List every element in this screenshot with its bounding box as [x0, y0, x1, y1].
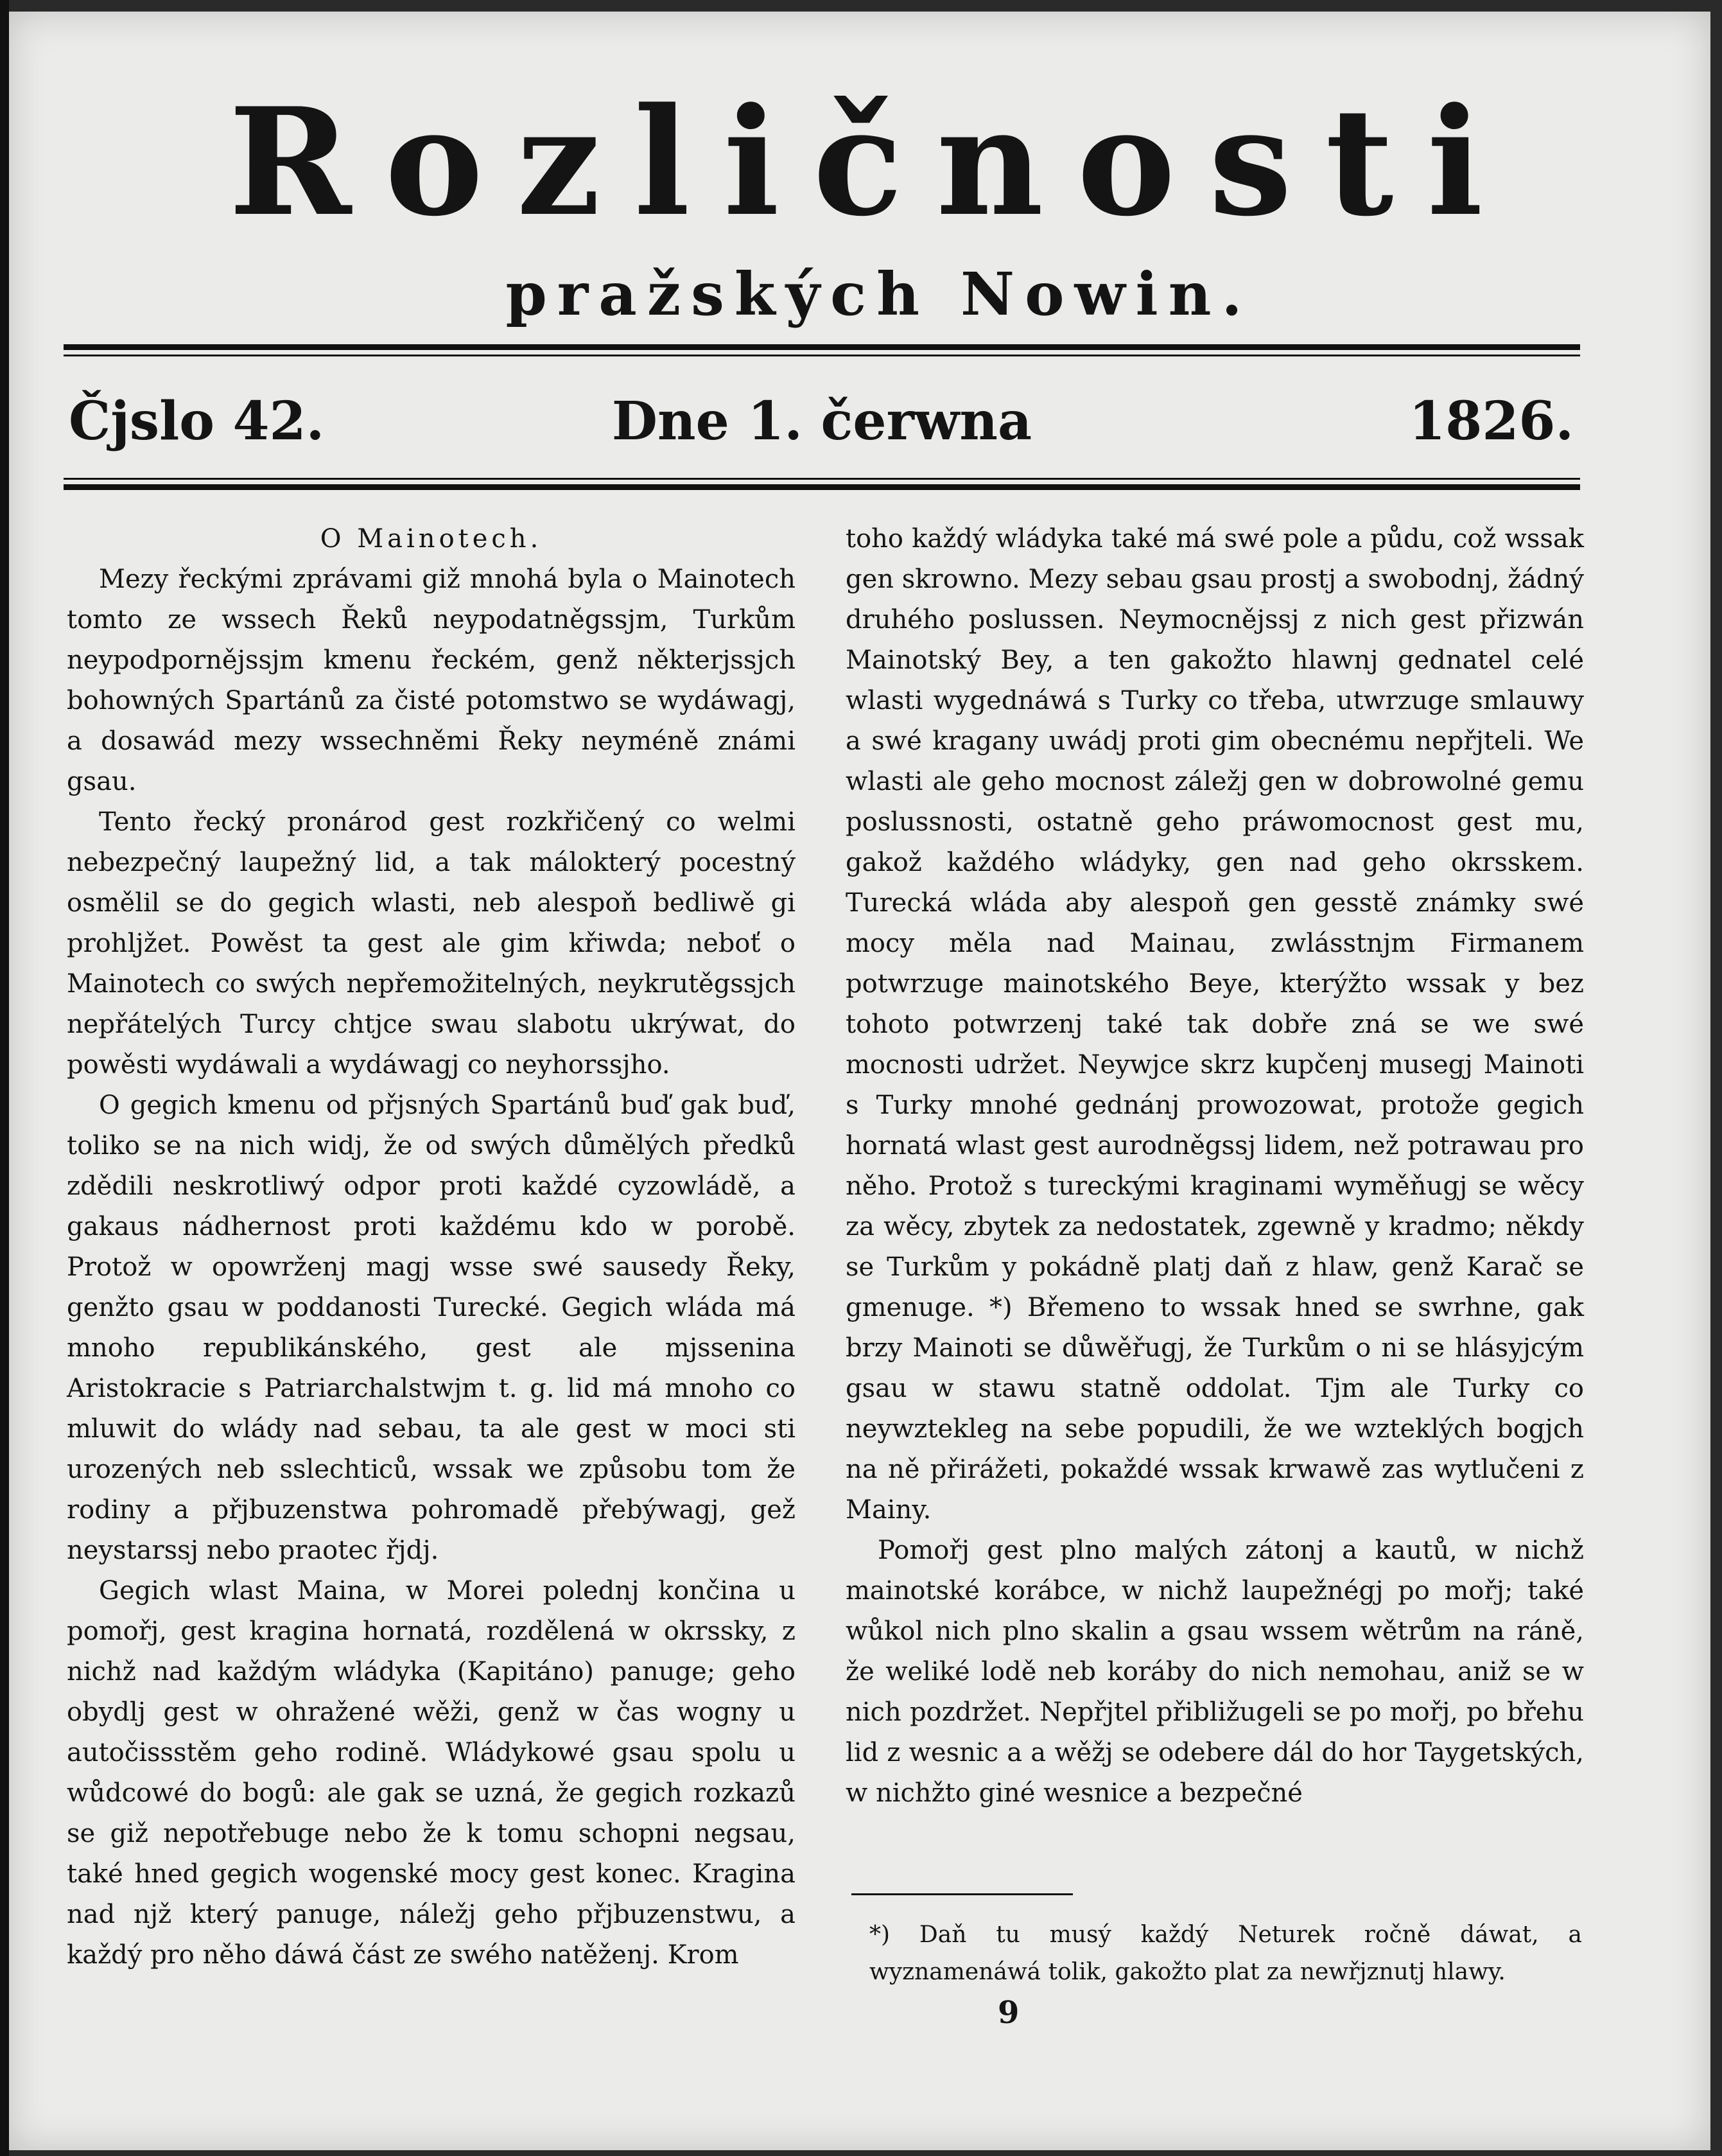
paragraph: Pomořj gest plno malých zátonj a kautů, w nichž mainotské korábce, w nichž laupežnégj po mořj; také wůkol nich plno skalin a gsau wssem wětrům na ráně, že weliké lodě neb koráby do nich nemohau, aniž se w nich pozdržet. Nepřjtel přibližugeli se po mořj, po břehu lid z wesnic a a wěžj se odebere dál do hor Taygetských, w nichžto giné wesnice a bezpečné [846, 1536, 1584, 1808]
issue-year: 1826. [1409, 390, 1574, 452]
paragraph: Gegich wlast Maina, w Morei polednj končina u pomořj, gest kragina hornatá, rozdělená w okrssky, z nichž nad každým wládyka (Kapitáno) panuge; geho obydlj gest w ohražené wěži, genž w čas wogny u autočissstěm geho rodině. Wládykowé gsau spolu u wůdcowé do bogů: ale gak se uzná, že gegich rozkazů se giž nepotřebuge nebo že k tomu schopni negsau, také hned gegich wogenské mocy gest konec. Kragina nad njž který panuge, náležj geho přjbuzenstwu, a každý pro něho dáwá část ze swého natěženj. Krom [67, 1576, 796, 1970]
paragraph: Mezy řeckými zprávami giž mnohá byla o Mainotech tomto ze wssech Řeků neypodatněgssjm, Turkům neypodpornějssjm kmenu řeckém, genž některjssjch bohowných Spartánů za čisté potomstwo se wydáwagj, a dosawád mezy wssechněmi Řeky neyméně známi gsau. [67, 565, 796, 796]
newspaper-page [9, 12, 1710, 2150]
page-number: 9 [998, 1995, 1020, 2031]
issue-number: Čjslo 42. [69, 390, 325, 452]
text-column-right [846, 519, 1584, 1814]
paragraph: toho každý wládyka také má swé pole a půdu, což wssak gen skrowno. Mezy sebau gsau prostj a swobodnj, žádný druhého poslussen. Neymocnějssj z nich gest přizwán Mainotský Bey, a ten gakožto hlawnj gednatel celé wlasti wygednáwá s Turky co třeba, utwrzuge smlauwy a swé kragany uwádj proti gim obecnému nepřjteli. We wlasti ale geho mocnost záležj gen w dobrowolné gemu poslussnosti, ostatně geho práwomocnost gest mu, gakož každého wládyky, gen nad geho okrsskem. Turecká wláda aby alespoň gen gesstě známky swé mocy měla nad Mainau, zwlásstnjm Firmanem potwrzuge mainotského Beye, kterýžto wssak y bez tohoto potwrzenj také tak dobře zná se we swé mocnosti udržet. Neywjce skrz kupčenj musegj Mainoti s Turky mnohé gednánj prowozowat, protože gegich hornatá wlast gest aurodněgssj lidem, než potrawau pro něho. Protož s tureckými kraginami wyměňugj se wěcy za wěcy, zbytek za nedostatek, zgewně y kradmo; někdy se Turkům y pokádně platj daň z hlaw, genž Karač se gmenuge. *) Břemeno to wssak hned se swrhne, gak brzy Mainoti se důwěřugj, že Turkům o ni se hlásyjcým gsau w stawu statně oddolat. Tjm ale Turky co neywztekleg na sebe popudili, že we wzteklých bogjch na ně přirážeti, pokaždé wssak krwawě zas wytlučeni z Mainy. [846, 524, 1584, 1525]
scan-edge [0, 0, 9, 2156]
masthead-subtitle: pražských Nowin. [505, 259, 1253, 329]
text-column-left [67, 519, 796, 1976]
dateline [64, 390, 1580, 461]
paragraph: O gegich kmenu od přjsných Spartánů buď gak buď, toliko se na nich widj, že od swých důmělých předků zdědili neskrotliwý odpor proti každé cyzowládě, a gakaus nádhernost proti každému kdo w porobě. Protož w opowrženj magj wsse swé sausedy Řeky, genžto gsau w poddanosti Turecké. Gegich wláda má mnoho republikánského, gest ale mjssenina Aristokracie s Patriarchalstwjm t. g. lid má mnoho co mluwit do wlády nad sebau, ta ale gest w moci sti urozených neb sslechticů, wssak we způsobu tom že rodiny a přjbuzenstwa pohromadě přebýwagj, gež neystarssj nebo praotec řjdj. [67, 1091, 796, 1565]
footnote: *) Daň tu musý každý Neturek ročně dáwat, a wyznamenáwá tolik, gakožto plat za newřjznutj hlawy. [869, 1922, 1582, 1985]
masthead-title: Rozličnosti [229, 76, 1517, 249]
masthead [9, 76, 1710, 329]
dateline-rule-thick [64, 484, 1580, 490]
paragraph: Tento řecký pronárod gest rozkřičený co welmi nebezpečný laupežný lid, a tak málokterý pocestný osmělil se do gegich wlasti, neb alespoň bedliwě gi prohljžet. Powěst ta gest ale gim křiwda; neboť o Mainotech co swých nepřemožitelných, neykrutěgssjch nepřátelých Turcy chtjce swau slabotu ukrýwat, do powěsti wydáwali a wydáwagj co neyhorssjho. [67, 807, 796, 1080]
footnote-rule [851, 1893, 1073, 1895]
article-heading: O Mainotech. [320, 524, 543, 554]
issue-date: Dne 1. čerwna [611, 390, 1032, 452]
top-rule-thin [64, 355, 1580, 356]
top-rule-thick [64, 344, 1580, 350]
dateline-rule-thin [64, 478, 1580, 480]
